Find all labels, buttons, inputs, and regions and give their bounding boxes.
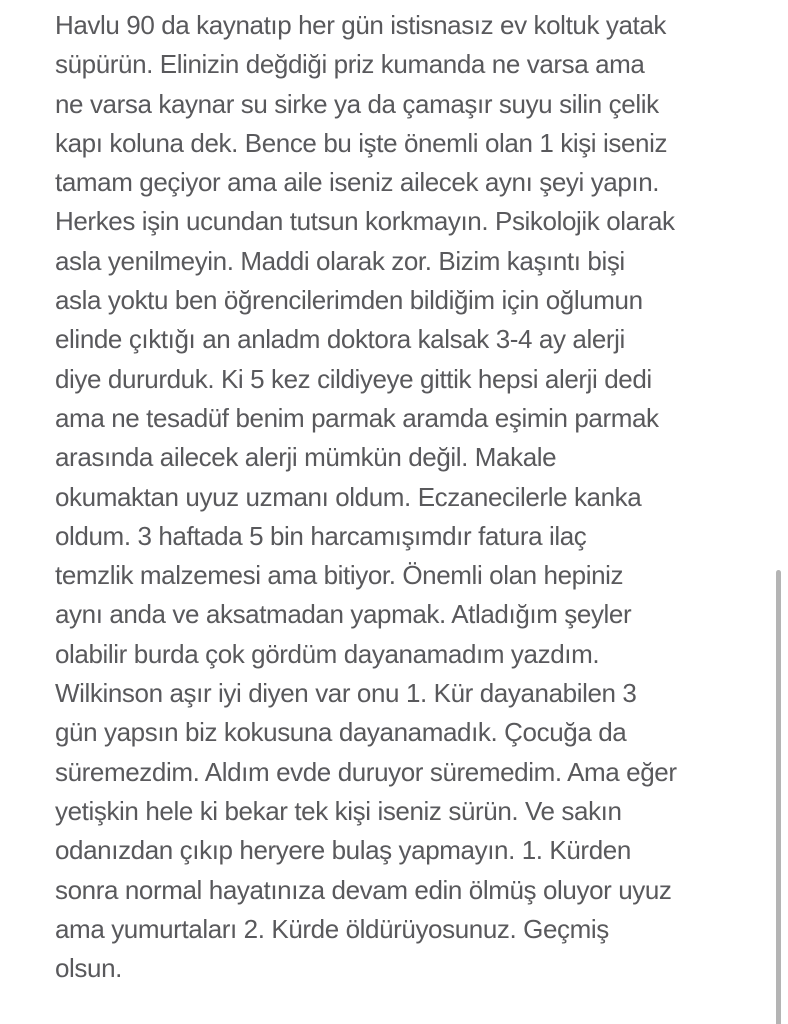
text-line: Havlu 90 da kaynatıp her gün istisnasız ev koltuk yatak bbox=[55, 10, 667, 40]
text-line: olabilir burda çok gördüm dayanamadım yazdım. bbox=[55, 638, 600, 669]
text-line: kapı koluna dek. Bence bu işte önemli olan 1 kişi iseniz bbox=[55, 127, 668, 158]
text-line: gün yapsın biz kokusuna dayanamadık. Çocuğa da bbox=[55, 717, 627, 748]
text-line: ne varsa kaynar su sirke ya da çamaşır suyu silin çelik bbox=[55, 88, 659, 119]
text-line: olsun. bbox=[55, 953, 122, 984]
text-line: asla yoktu ben öğrencilerimden bildiğim için oğlumun bbox=[55, 285, 643, 316]
text-line: diye dururduk. Ki 5 kez cildiyeye gittik hepsi alerji dedi bbox=[55, 363, 652, 394]
text-line: yetişkin hele ki bekar tek kişi iseniz sürün. Ve sakın bbox=[55, 795, 622, 826]
scrollbar-thumb[interactable] bbox=[776, 570, 781, 1024]
text-line: ama ne tesadüf benim parmak aramda eşimin parmak bbox=[55, 402, 659, 433]
text-line: ama yumurtaları 2. Kürde öldürüyosunuz. Geçmiş bbox=[55, 913, 609, 944]
text-line: oldum. 3 haftada 5 bin harcamışımdır fatura ilaç bbox=[55, 520, 587, 551]
text-line: okumaktan uyuz uzmanı oldum. Eczanecilerle kanka bbox=[55, 481, 642, 512]
text-line: odanızdan çıkıp heryere bulaş yapmayın. 1. Kürden bbox=[55, 835, 631, 866]
text-line: elinde çıktığı an anladm doktora kalsak 3-4 ay alerji bbox=[55, 324, 625, 355]
text-line: süpürün. Elinizin değdiği priz kumanda ne varsa ama bbox=[55, 49, 645, 80]
text-line: tamam geçiyor ama aile iseniz ailecek aynı şeyi yapın. bbox=[55, 167, 660, 198]
text-line: Wilkinson aşır iyi diyen var onu 1. Kür dayanabilen 3 bbox=[55, 678, 637, 709]
text-line: asla yenilmeyin. Maddi olarak zor. Bizim kaşıntı bişi bbox=[55, 245, 625, 276]
text-line: sonra normal hayatınıza devam edin ölmüş oluyor uyuz bbox=[55, 874, 672, 905]
text-line: süremezdim. Aldım evde duruyor süremedim. Ama eğer bbox=[55, 756, 677, 787]
text-line: aynı anda ve aksatmadan yapmak. Atladığım şeyler bbox=[55, 599, 632, 630]
comment-text-block bbox=[55, 6, 755, 988]
text-line: arasında ailecek alerji mümkün değil. Makale bbox=[55, 442, 557, 473]
text-line: Herkes işin ucundan tutsun korkmayın. Psikolojik olarak bbox=[55, 206, 675, 237]
text-line: temzlik malzemesi ama bitiyor. Önemli olan hepiniz bbox=[55, 560, 624, 591]
